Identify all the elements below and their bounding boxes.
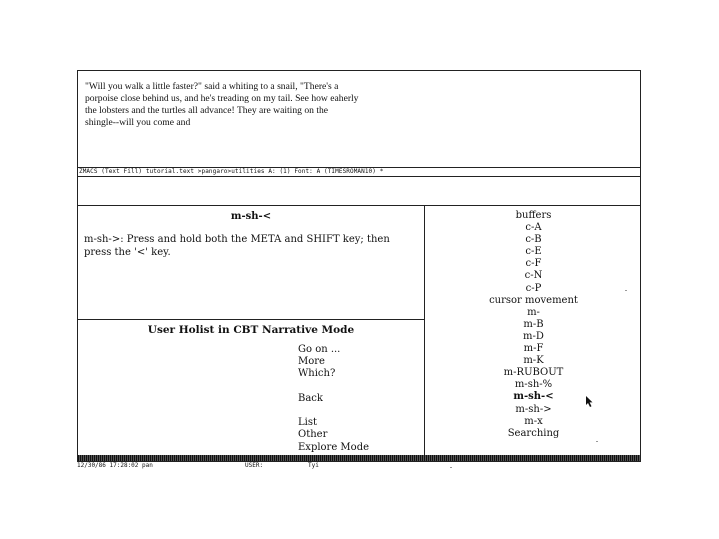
lisp-machine-screen	[77, 70, 641, 462]
menu-spacer	[298, 405, 369, 417]
command-item-cursor-movement[interactable]: cursor movement	[489, 294, 578, 306]
command-list-pane	[425, 206, 642, 457]
command-item-m-sh-less-than[interactable]: m-sh-<	[513, 391, 554, 403]
menu-item-back[interactable]: Back	[298, 392, 323, 404]
status-datetime: 12/30/86 17:28:02 pan	[77, 462, 153, 469]
editor-line: shingle--will you come and	[85, 117, 191, 128]
command-item-m-sh-greater-than[interactable]: m-sh->	[515, 403, 552, 415]
scan-speck	[625, 290, 627, 291]
help-title: m-sh-<	[230, 211, 272, 222]
mode-line: ZMACS (Text Fill) tutorial.text >pangaro>utilities A: (1) Font: A (TIMESROMAN10) *	[79, 168, 384, 175]
command-item-c-b[interactable]: c-B	[525, 234, 542, 246]
status-user-label: USER:	[245, 462, 264, 469]
status-line	[77, 462, 641, 471]
command-item-m-d[interactable]: m-D	[523, 330, 544, 342]
command-item-c-n[interactable]: c-N	[524, 270, 543, 282]
command-item-buffers[interactable]: buffers	[515, 210, 552, 221]
command-item-m-k[interactable]: m-K	[523, 355, 544, 367]
scan-speck	[596, 441, 598, 442]
command-item-m-rubout[interactable]: m-RUBOUT	[503, 367, 564, 379]
holist-menu-pane	[78, 320, 425, 457]
command-item-searching[interactable]: Searching	[507, 427, 560, 439]
status-user-value: Tyi	[308, 462, 319, 469]
editor-window[interactable]	[78, 71, 640, 168]
command-item-m-f[interactable]: m-F	[523, 343, 544, 355]
command-item-m-sh-percent[interactable]: m-sh-%	[514, 379, 553, 391]
command-item-m-x[interactable]: m-x	[524, 415, 543, 427]
command-item-m-b[interactable]: m-B	[523, 318, 544, 330]
menu-item-explore-mode[interactable]: Explore Mode	[298, 441, 370, 453]
mouse-pointer-icon	[586, 396, 594, 408]
scan-speck	[450, 467, 452, 468]
command-item-c-e[interactable]: c-E	[525, 246, 542, 258]
menu-item-other[interactable]: Other	[298, 429, 328, 441]
command-list	[425, 210, 642, 440]
editor-line: porpoise close behind us, and he's treading on my tail. See how eaherly	[85, 93, 359, 104]
menu-item-list[interactable]: List	[298, 417, 317, 429]
menu-item-which[interactable]: Which?	[298, 368, 336, 380]
editor-line: "Will you walk a little faster?" said a whiting to a snail, "There's a	[85, 81, 339, 92]
menu-item-go-on[interactable]: Go on ...	[298, 344, 341, 355]
menu-spacer	[298, 381, 369, 393]
help-pane	[78, 206, 425, 320]
command-item-m[interactable]: m-	[527, 306, 540, 318]
help-text: m-sh->: Press and hold both the META and SHIFT key; then press the '<' key.	[84, 234, 390, 258]
bottom-border-bar	[78, 455, 640, 461]
holist-menu	[298, 344, 369, 454]
command-item-c-p[interactable]: c-P	[525, 282, 542, 294]
holist-title: User Holist in CBT Narrative Mode	[147, 324, 355, 336]
command-item-c-f[interactable]: c-F	[525, 258, 542, 270]
minibuffer[interactable]	[78, 176, 640, 206]
menu-item-more[interactable]: More	[298, 356, 325, 368]
command-item-c-a[interactable]: c-A	[525, 222, 542, 234]
editor-text[interactable]	[85, 81, 385, 129]
editor-line: the lobsters and the turtles all advance! They are waiting on the	[85, 105, 329, 116]
